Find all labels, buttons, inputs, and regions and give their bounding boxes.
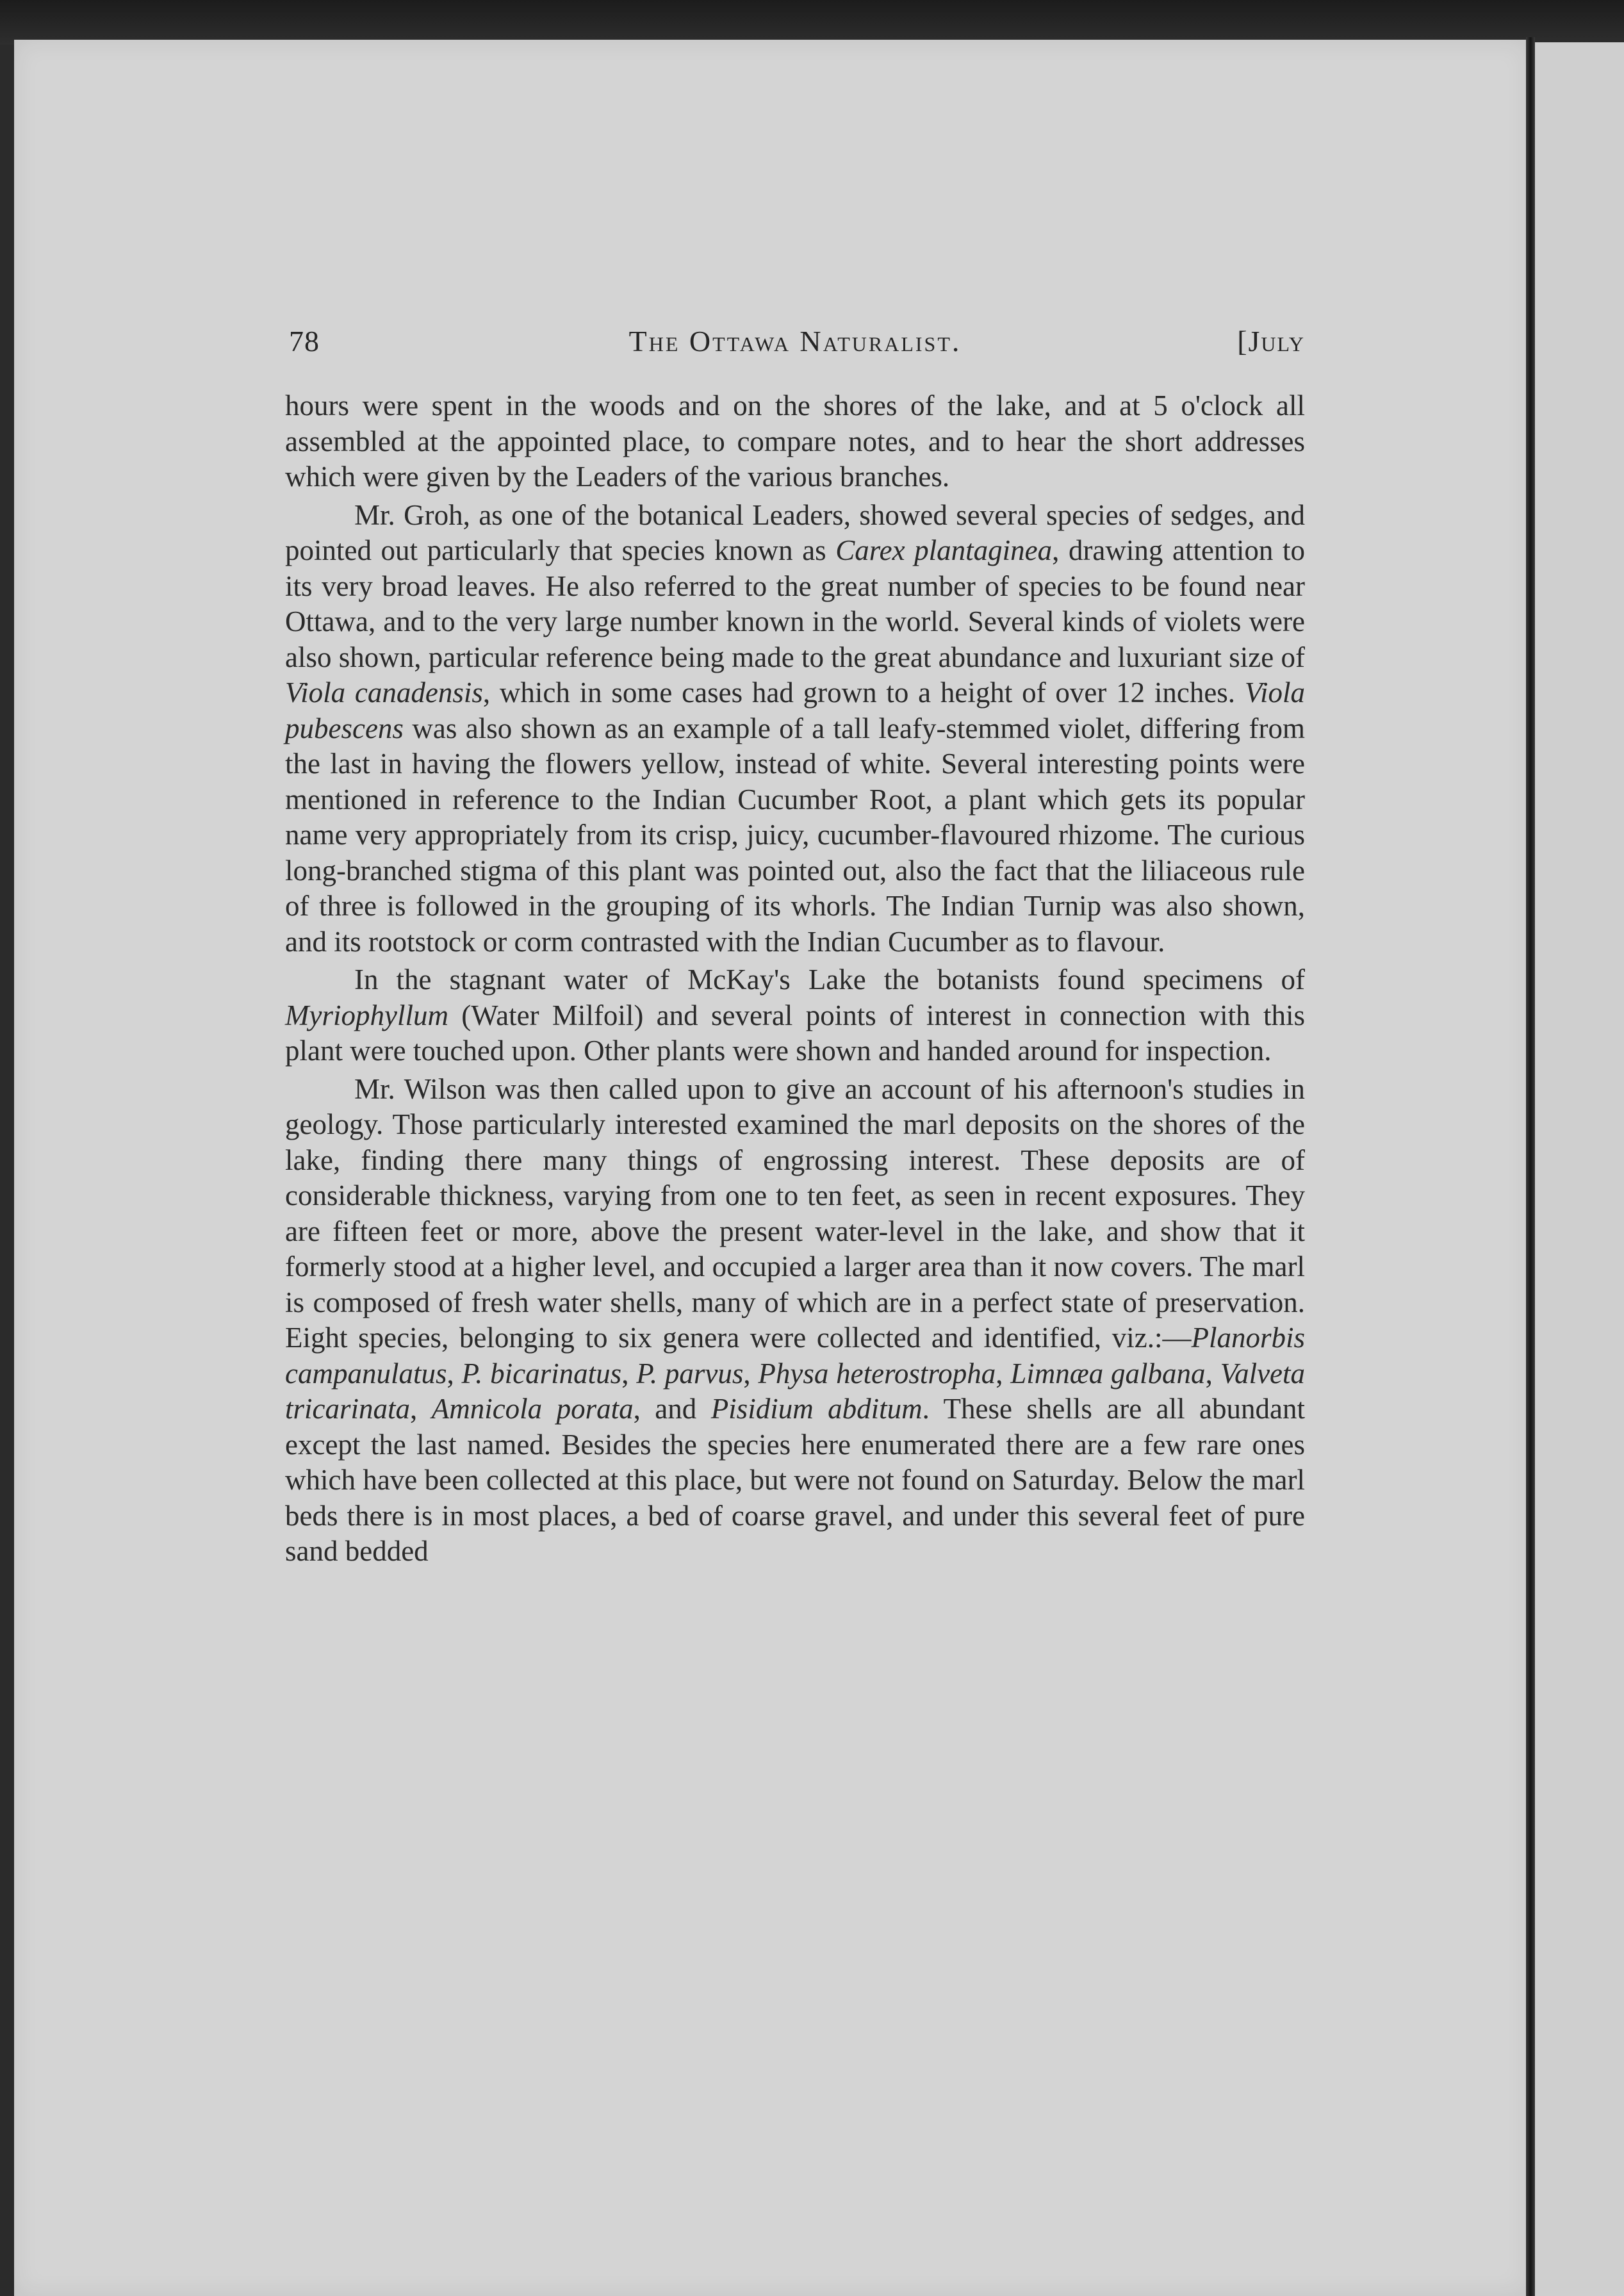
article-body bbox=[285, 388, 1305, 1570]
page-number: 78 bbox=[289, 325, 320, 357]
paragraph: hours were spent in the woods and on the shores of the lake, and at 5 o'clock all assembled at the appointed place, to compare notes, and to hear the short addresses which were given by the Leaders of the various branches. bbox=[285, 390, 1305, 493]
paragraph: In the stagnant water of McKay's Lake the botanists found specimens of Myriophyllum (Water Milfoil) and several points of interest in connection with this plant were touched upon. Other plants were shown and handed around for inspection. bbox=[285, 964, 1305, 1067]
running-head bbox=[285, 319, 1305, 364]
facing-page-edge bbox=[1535, 42, 1624, 2296]
scanner-border bbox=[0, 0, 1624, 45]
book-binding-gutter bbox=[1526, 37, 1535, 2296]
page-content bbox=[285, 319, 1305, 1572]
paragraph: Mr. Groh, as one of the botanical Leaders, showed several species of sedges, and pointed out particularly that species known as Carex plantaginea, drawing attention to its very broad leaves. He also referred to the great number of species to be found near Ottawa, and to the very large number known in the world. Several kinds of violets were also shown, particular reference being made to the great abundance and luxuriant size of Viola canadensis, which in some cases had grown to a height of over 12 inches. Viola pubescens was also shown as an example of a tall leafy-stemmed violet, differing from the last in having the flowers yellow, instead of white. Several interesting points were mentioned in reference to the Indian Cucumber Root, a plant which gets its popular name very appropriately from its crisp, juicy, cucumber-flavoured rhizome. The curious long-branched stigma of this plant was pointed out, also the fact that the liliaceous rule of three is followed in the grouping of its whorls. The Indian Turnip was also shown, and its rootstock or corm contrasted with the Indian Cucumber as to flavour. bbox=[285, 498, 1305, 958]
paragraph: Mr. Wilson was then called upon to give an account of his afternoon's studies in geology. Those particularly interested examined the marl deposits on the shores of the lake, finding there many things of engrossing interest. These deposits are of considerable thickness, varying from one to ten feet, as seen in recent exposures. They are fifteen feet or more, above the present water-level in the lake, and show that it formerly stood at a higher level, and occupied a larger area than it now covers. The marl is composed of fresh water shells, many of which are in a perfect state of preservation. Eight species, belonging to six genera were collected and identified, viz.:—Planorbis campanulatus, P. bicarinatus, P. parvus, Physa heterostropha, Limnæa galbana, Valveta tricarinata, Amnicola porata, and Pisidium abditum. These shells are all abundant except the last named. Besides the species here enumerated there are a few rare ones which have been collected at this place, but were not found on Saturday. Below the marl beds there is in most places, a bed of coarse gravel, and under this several feet of pure sand bedded bbox=[285, 1072, 1306, 1567]
journal-title: The Ottawa Naturalist. bbox=[628, 325, 962, 357]
issue-month: [July bbox=[1237, 325, 1305, 357]
